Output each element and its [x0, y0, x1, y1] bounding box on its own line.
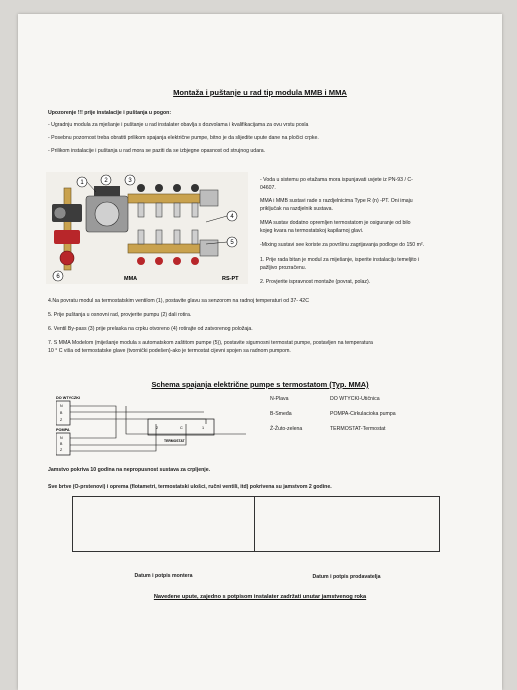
intro-line-1: - Ugradnju modula za mješanje i puštanje u rad instalater obavlja s dozvolama i kvalifikacijama za ovu vrstu posla [48, 122, 309, 128]
signature-label-seller: Datum i potpis prodavatelja [312, 574, 381, 580]
legend-right-2: POMPA-Cirkulacioka pumpa [330, 411, 396, 417]
warranty-line-1: Jamstvo pokriva 10 godina na nepropusnost sustava za crpljenje. [48, 467, 211, 473]
pump-label: POMPA [56, 428, 70, 432]
signature-label-installer: Datum i potpis montera [134, 573, 193, 579]
right-line-5: MMA sustav dodatno opremljen termostatom je osiguranje od bilo [260, 220, 411, 226]
terminal-1: 1 [202, 426, 205, 430]
pump-pin-z: Z [60, 448, 63, 452]
terminal-2: 2 [156, 426, 159, 430]
legend-left-2: B-Smeđa [270, 411, 292, 417]
socket-pin-z: Z [60, 418, 63, 422]
warranty-line-2: Sve brtve (O-prstenovi) i oprema (flotametri, termostatski ulošci, ručni ventili, itd) pokrivena su jamstvom 2 godine. [48, 484, 332, 490]
terminal-c: C [180, 426, 183, 430]
socket-label: DO WTYCZKI [56, 396, 81, 400]
page-title: Montaža i puštanje u rad tip modula MMB i MMA [173, 88, 347, 97]
image-label-mma: MMA [124, 276, 138, 282]
image-label-rs-pt: RS-PT [222, 276, 239, 282]
thermostat-label: TERMOSTAT [164, 439, 185, 443]
legend-right-3: TERMOSTAT-Termostat [330, 426, 386, 432]
step-7: 7. S MMA Modelom (miješanje modula s automatskom zaštitom pumpe (5)), postavite sigurnosni termostat pumpe, postavljen na temperatura [48, 340, 373, 346]
legend-right-1: DO WTYCKI-Utičnica [330, 396, 380, 402]
socket-pin-n: N [60, 404, 63, 408]
legend-left-3: Ž-Žuto-zelena [270, 426, 303, 432]
schema-title: Schema spajanja električne pumpe s termostatom (Typ. MMA) [151, 380, 369, 389]
socket-pin-b: B [60, 411, 63, 415]
callout-6: 6 [56, 274, 60, 280]
callout-1: 1 [80, 180, 84, 186]
wiring-diagram [56, 394, 256, 456]
intro-line-2: - Posebnu pozornost treba obratiti prilikom spajanja električne pumpe, bitno je da slijedite upute dane na pločici crpke. [48, 135, 319, 141]
warning-text: Upozorenje !!! prije instalacije i puštanja u pogon: [48, 110, 172, 116]
footer-note: Navedene upute, zajedno s potpisom instalater zadržati unutar jamstvenog roka [153, 594, 367, 600]
right-line-2: 04607. [260, 185, 276, 191]
step-4: 4.Na povratu modul sa termostatskim ventilom (1), postavite glavu sa senzorom na radnoj temperaturi od 37- 42C [48, 298, 309, 304]
document-page [18, 14, 502, 690]
step-5: 5. Prije puštanja u osnovni rad, provjerite pumpu (2) dali rotira. [48, 312, 192, 318]
right-line-6: kojeg kvara na termostatskoj kapilarnoj glavi. [260, 228, 364, 234]
manifold-module-image [46, 172, 248, 284]
legend-left-1: N-Plava [270, 396, 289, 402]
right-line-8: 1. Prije rada bitan je modul za miješanje, isperite instalaciju temeljito i [260, 257, 420, 263]
right-line-9: pažljivo prozračenu. [260, 265, 307, 271]
right-line-1: - Voda u sistemu po etažama mora ispunjavati uvjete iz PN-93 / C- [260, 177, 413, 183]
pump-pin-b: B [60, 442, 63, 446]
signature-divider [254, 497, 255, 551]
signature-box [72, 496, 440, 552]
step-6: 6. Ventil By-pass (3) prije prelaska na crpku otvoreno (4) rotirajte od zatvorenog položaja. [48, 326, 253, 332]
right-line-3: MMA i MMB sustavi rade s razdjelnicima Type R (n) -PT. Oni imaju [260, 198, 413, 204]
callout-5: 5 [230, 240, 234, 246]
intro-line-3: - Prilikom instalacije i puštanja u rad mora se paziti da se izbjegne opasnost od strujnog udara. [48, 148, 266, 154]
pump-pin-n: N [60, 436, 63, 440]
right-line-4: priključak na razdjelnik sustava. [260, 206, 333, 212]
right-line-10: 2. Provjerite ispravnost montaže (povrat, polaz). [260, 279, 371, 285]
right-line-7: -Mixing sustavi see koriste za površinu zagrijavanja podloge do 150 m². [260, 242, 425, 248]
callout-4: 4 [230, 214, 234, 220]
step-7-continued: 10 ° C viša od termostatske glave (tvornički podešen)-ako je termostat cijevni spojen sa radnom pumpom. [48, 348, 291, 354]
callout-3: 3 [128, 178, 132, 184]
callout-2: 2 [104, 178, 108, 184]
